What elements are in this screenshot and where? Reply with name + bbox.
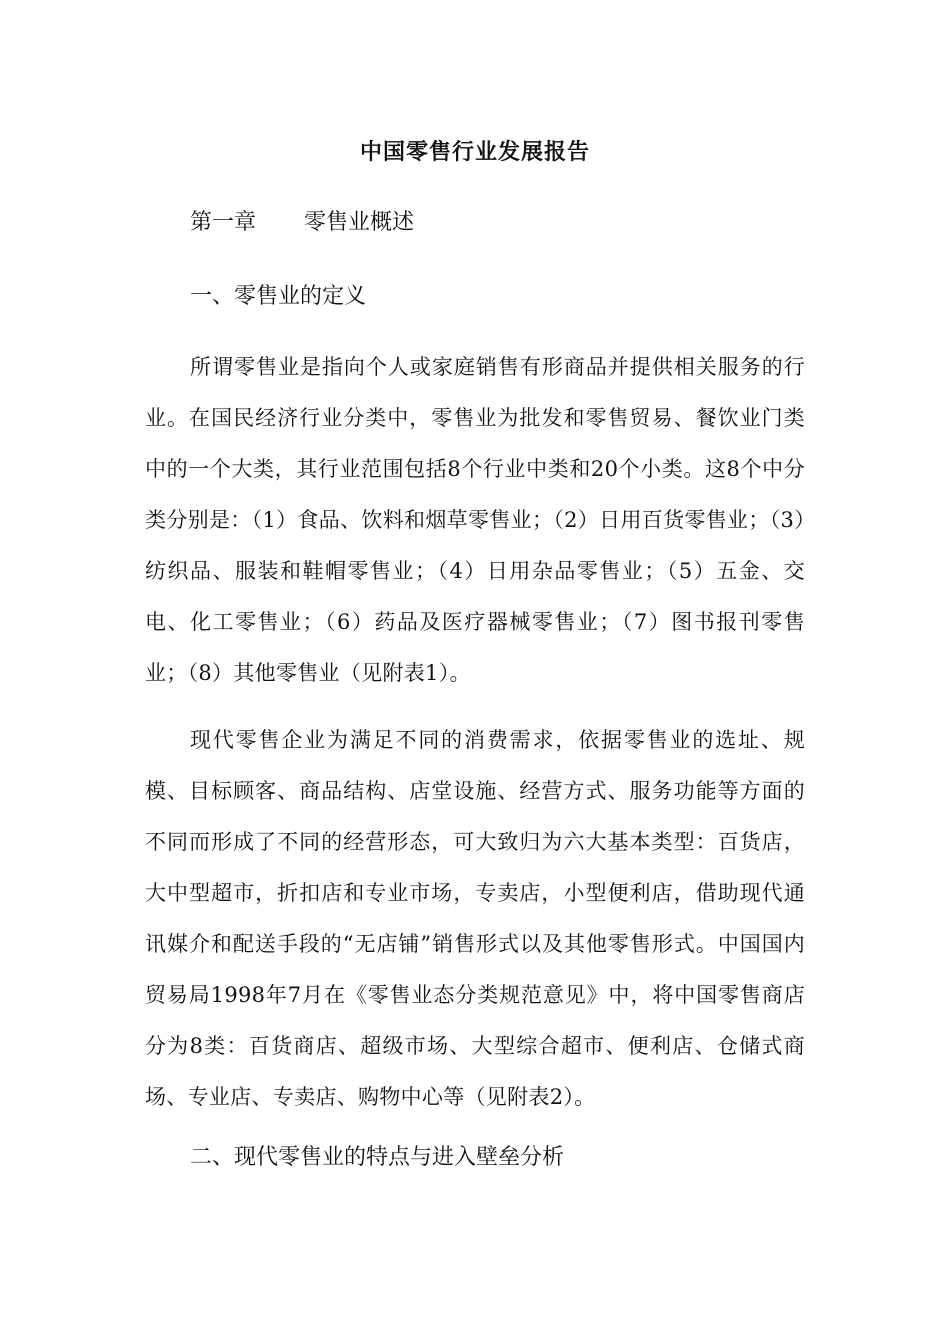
chapter-name: 零售业概述	[304, 210, 415, 235]
section-heading-features: 二、现代零售业的特点与进入壁垒分析	[190, 1145, 565, 1170]
document-title: 中国零售行业发展报告	[359, 140, 590, 165]
paragraph-retail-formats: 现代零售企业为满足不同的消费需求，依据零售业的选址、规模、目标顾客、商品结构、店堂设施、经营方式、服务功能等方面的不同而形成了不同的经营形态，可大致归为六大基本类型：百货店，大中型超市，折扣店和专业市场，专卖店，小型便利店，借助现代通讯媒介和配送手段的“无店铺”销售形式以及其他零售形式。中国国内贸易局1998年7月在《零售业态分类规范意见》中，将中国零售商店分为8类：百货商店、超级市场、大型综合超市、便利店、仓储式商场、专业店、专卖店、购物中心等（见附表2）。	[145, 728, 805, 1109]
chapter-number: 第一章	[190, 210, 257, 235]
paragraph-definition: 所谓零售业是指向个人或家庭销售有形商品并提供相关服务的行业。在国民经济行业分类中，零售业为批发和零售贸易、餐饮业门类中的一个大类，其行业范围包括8个行业中类和20个小类。这8个中分类分别是：（1）食品、饮料和烟草零售业；（2）日用百货零售业；（3）纺织品、服装和鞋帽零售业；（4）日用杂品零售业；（5）五金、交电、化工零售业；（6）药品及医疗器械零售业；（7）图书报刊零售业；（8）其他零售业（见附表1）。	[145, 355, 805, 685]
section-heading-definition: 一、零售业的定义	[190, 284, 367, 309]
chapter-heading	[190, 208, 414, 238]
